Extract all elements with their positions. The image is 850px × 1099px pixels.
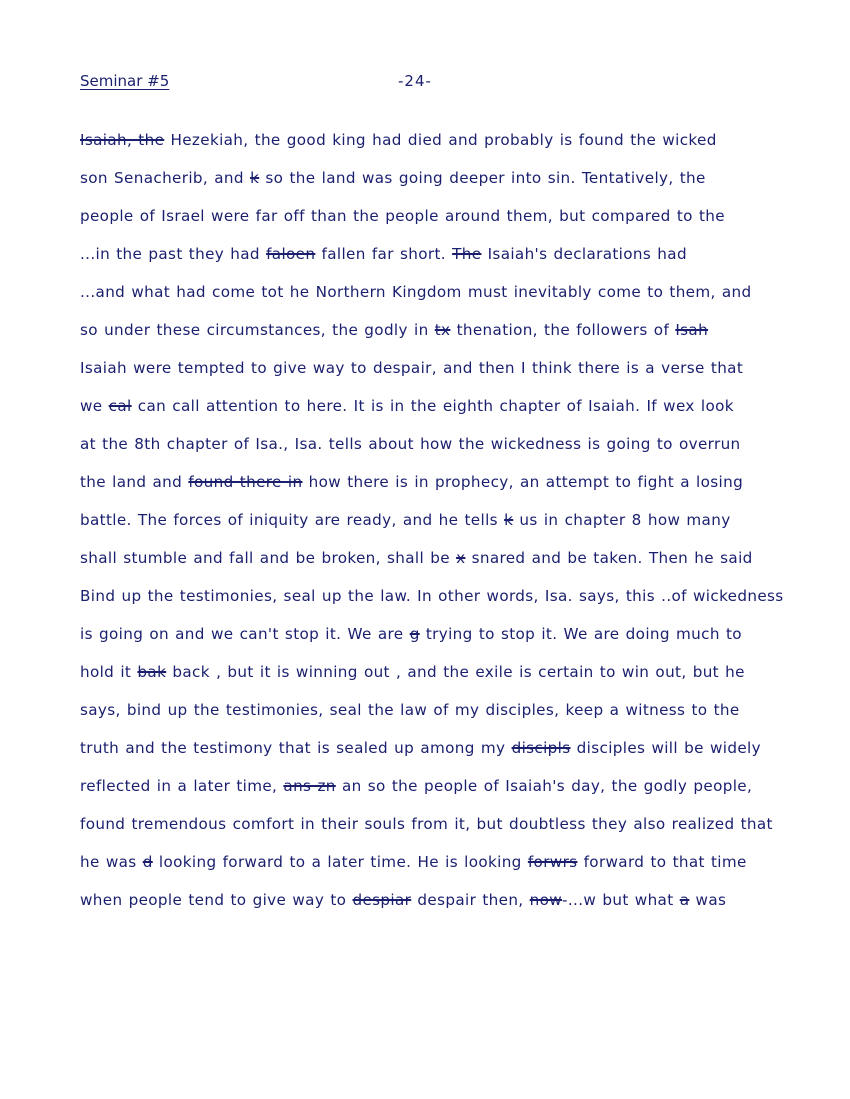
text-segment: -...w but what <box>562 891 680 909</box>
text-segment: despair then, <box>411 891 530 909</box>
text-segment: thenation, the followers of <box>450 321 676 339</box>
text-segment: how there is in prophecy, an attempt to fight a losing <box>302 473 744 491</box>
text-segment: he was <box>80 853 143 871</box>
struck-text: x <box>456 549 466 567</box>
text-segment: looking forward to a later time. He is looking <box>152 853 528 871</box>
struck-text: Isah <box>675 321 709 339</box>
text-line <box>80 809 850 847</box>
struck-text: found there in <box>188 473 303 491</box>
struck-text: faloen <box>266 245 316 263</box>
text-segment: son Senacherib, and <box>80 169 251 187</box>
text-segment: says, bind up the testimonies, seal the law of my disciples, keep a witness to the <box>80 701 740 719</box>
text-segment: Isaiah were tempted to give way to despair, and then I think there is a verse that <box>80 359 744 377</box>
text-line <box>80 847 850 885</box>
struck-text: k <box>504 511 514 529</box>
text-segment: is going on and we can't stop it. We are <box>80 625 410 643</box>
text-line <box>80 391 850 429</box>
text-segment: disciples will be widely <box>570 739 761 757</box>
text-line <box>80 543 850 581</box>
text-segment: forward to that time <box>577 853 747 871</box>
struck-text: The <box>452 245 482 263</box>
text-segment: found tremendous comfort in their souls from it, but doubtless they also realized that <box>80 815 773 833</box>
text-line <box>80 277 850 315</box>
struck-text: k <box>250 169 260 187</box>
text-segment: at the 8th chapter of Isa., Isa. tells about how the wickedness is going to overrun <box>80 435 741 453</box>
text-segment: people of Israel were far off than the people around them, but compared to the <box>80 207 725 225</box>
text-segment: us in chapter 8 how many <box>513 511 731 529</box>
text-line <box>80 353 850 391</box>
text-segment: fallen far short. <box>315 245 453 263</box>
text-line <box>80 619 850 657</box>
text-segment: an so the people of Isaiah's day, the godly people, <box>335 777 753 795</box>
text-line <box>80 657 850 695</box>
text-line <box>80 505 850 543</box>
text-segment: so the land was going deeper into sin. Tentatively, the <box>259 169 706 187</box>
struck-text: cal <box>108 397 132 415</box>
text-segment: truth and the testimony that is sealed up among my <box>80 739 512 757</box>
struck-text: g <box>409 625 420 643</box>
text-line <box>80 429 850 467</box>
seminar-label: Seminar #5 <box>80 72 170 90</box>
text-segment: reflected in a later time, <box>80 777 284 795</box>
page-number: -24- <box>398 72 432 90</box>
text-line <box>80 125 850 163</box>
struck-text: discipls <box>511 739 571 757</box>
text-segment: the land and <box>80 473 189 491</box>
text-segment: ...in the past they had <box>80 245 267 263</box>
struck-text: ans zn <box>283 777 336 795</box>
struck-text: d <box>142 853 153 871</box>
text-segment: was <box>689 891 727 909</box>
struck-text: bak <box>137 663 167 681</box>
struck-text: despiar <box>352 891 412 909</box>
struck-text: now <box>529 891 563 909</box>
text-segment: when people tend to give way to <box>80 891 353 909</box>
text-segment: back , but it is winning out , and the exile is certain to win out, but he <box>166 663 745 681</box>
text-segment: Isaiah's declarations had <box>481 245 687 263</box>
text-segment: Hezekiah, the good king had died and probably is found the wicked <box>164 131 717 149</box>
text-segment: can call attention to here. It is in the eighth chapter of Isaiah. If wex look <box>131 397 734 415</box>
text-line <box>80 771 850 809</box>
text-segment: Bind up the testimonies, seal up the law. In other words, Isa. says, this ..of wickedness <box>80 587 784 605</box>
text-line <box>80 581 850 619</box>
text-line <box>80 733 850 771</box>
text-line <box>80 201 850 239</box>
text-line <box>80 239 850 277</box>
text-line <box>80 315 850 353</box>
text-line <box>80 163 850 201</box>
text-line <box>80 885 850 923</box>
text-segment: trying to stop it. We are doing much to <box>419 625 742 643</box>
text-segment: so under these circumstances, the godly in <box>80 321 435 339</box>
text-segment: snared and be taken. Then he said <box>465 549 753 567</box>
struck-text: forwrs <box>527 853 578 871</box>
struck-text: Isaiah, the <box>80 131 165 149</box>
text-segment: shall stumble and fall and be broken, shall be <box>80 549 457 567</box>
text-segment: we <box>80 397 109 415</box>
text-line <box>80 467 850 505</box>
struck-text: tx <box>434 321 451 339</box>
text-line <box>80 695 850 733</box>
struck-text: a <box>679 891 690 909</box>
text-segment: hold it <box>80 663 138 681</box>
text-segment: battle. The forces of iniquity are ready, and he tells <box>80 511 505 529</box>
body-text <box>80 125 850 923</box>
text-segment: ...and what had come tot he Northern Kingdom must inevitably come to them, and <box>80 283 752 301</box>
